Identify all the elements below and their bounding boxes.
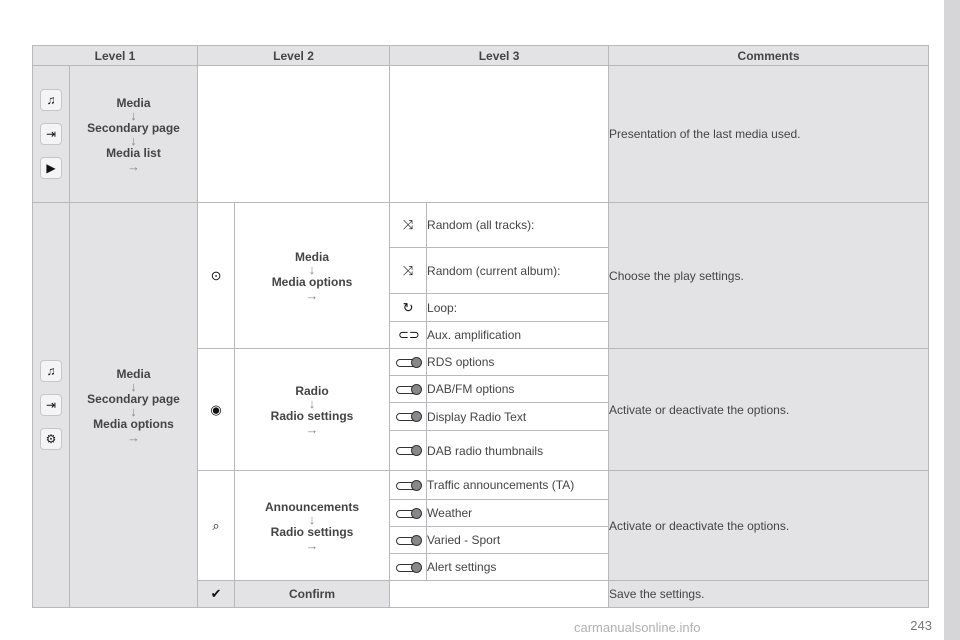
toggle-icon: [396, 564, 420, 572]
confirm-label: Confirm: [235, 581, 390, 608]
amplify-icon: ⊂⊃: [398, 327, 420, 342]
option-label: RDS options: [427, 349, 609, 376]
arrow-right-icon: →: [127, 429, 140, 445]
shuffle-icon: ⤨: [402, 262, 414, 278]
option-label: Varied - Sport: [427, 527, 609, 554]
option-label: DAB/FM options: [427, 376, 609, 403]
watermark: carmanualsonline.info: [574, 620, 701, 635]
music-note-icon: ♫: [40, 89, 62, 111]
comment: Save the settings.: [609, 581, 929, 608]
level2-flow: [235, 349, 390, 471]
option-icon: [390, 471, 427, 500]
flow-step: Media: [116, 366, 151, 381]
header-level2: Level 2: [198, 46, 390, 66]
comment: Activate or deactivate the options.: [609, 349, 929, 471]
flow-step: Media options: [271, 274, 353, 289]
toggle-icon: [396, 413, 420, 421]
flow-step: Secondary page: [87, 120, 180, 135]
header-comments: Comments: [609, 46, 929, 66]
flow-step: Media: [116, 95, 151, 110]
page-number: 243: [910, 618, 932, 633]
arrow-down-icon: ↓: [308, 395, 316, 411]
level3-empty: [390, 66, 609, 203]
flow-step: Radio settings: [270, 524, 354, 539]
option-icon: [390, 403, 427, 431]
flow-step: Media options: [93, 416, 174, 431]
play-circle-icon: ⊙: [210, 267, 222, 283]
arrow-down-icon: ↓: [308, 511, 316, 527]
side-strip: [944, 0, 960, 640]
option-icon: [390, 294, 427, 322]
option-icon: [390, 376, 427, 403]
option-icon: [390, 248, 427, 294]
exit-icon: ⇥: [40, 394, 62, 416]
option-icon: [390, 554, 427, 581]
level2-icon: [198, 349, 235, 471]
flow-step: Media list: [106, 145, 161, 160]
level1-icons: [33, 203, 70, 608]
arrow-down-icon: ↓: [130, 403, 137, 419]
option-label: Random (all tracks):: [427, 203, 609, 248]
level2-icon: [198, 471, 235, 581]
option-icon: [390, 349, 427, 376]
option-label: DAB radio thumbnails: [427, 431, 609, 471]
toggle-icon: [396, 537, 420, 545]
option-icon: [390, 527, 427, 554]
option-label: Aux. amplification: [427, 322, 609, 349]
arrow-down-icon: ↓: [130, 107, 137, 123]
comment: Activate or deactivate the options.: [609, 471, 929, 581]
option-label: Display Radio Text: [427, 403, 609, 431]
loop-icon: ↻: [402, 299, 414, 315]
header-level1: Level 1: [33, 46, 198, 66]
option-label: Traffic announcements (TA): [427, 471, 609, 500]
level1-icons: [33, 66, 70, 203]
settings-icon: ⚙: [40, 428, 62, 450]
flow-step: Announcements: [265, 499, 360, 514]
option-icon: [390, 322, 427, 349]
option-icon: [390, 203, 427, 248]
level1-flow: [70, 203, 198, 608]
option-label: Alert settings: [427, 554, 609, 581]
toggle-icon: [396, 510, 420, 518]
arrow-down-icon: ↓: [308, 261, 316, 277]
level2-icon: [198, 203, 235, 349]
toggle-icon: [396, 482, 420, 490]
arrow-right-icon: →: [305, 287, 319, 303]
option-icon: [390, 500, 427, 527]
confirm-icon-cell: [198, 581, 235, 608]
table-row: [33, 66, 929, 203]
arrow-down-icon: ↓: [130, 378, 137, 394]
flow-step: Radio: [295, 383, 329, 398]
announcement-icon: ⌕: [212, 517, 220, 533]
comment: Presentation of the last media used.: [609, 66, 929, 203]
header-row: [33, 46, 929, 66]
arrow-right-icon: →: [127, 158, 140, 174]
level1-flow: [70, 66, 198, 203]
music-note-icon: ♫: [40, 360, 62, 382]
option-label: Loop:: [427, 294, 609, 322]
arrow-right-icon: →: [305, 537, 319, 553]
settings-table: [32, 45, 929, 608]
play-list-icon: ▶: [40, 157, 62, 179]
arrow-down-icon: ↓: [130, 132, 137, 148]
table-row: [33, 203, 929, 248]
arrow-right-icon: →: [305, 421, 319, 437]
shuffle-icon: ⤨: [402, 217, 414, 232]
level2-flow: [235, 203, 390, 349]
level2-empty: [198, 66, 390, 203]
level2-flow: [235, 471, 390, 581]
toggle-icon: [396, 359, 420, 367]
option-label: Weather: [427, 500, 609, 527]
option-label: Random (current album):: [427, 248, 609, 294]
radio-icon: ◉: [210, 401, 222, 417]
option-icon: [390, 431, 427, 471]
flow-step: Secondary page: [87, 391, 180, 406]
comment: Choose the play settings.: [609, 203, 929, 349]
level3-empty: [390, 581, 609, 608]
header-level3: Level 3: [390, 46, 609, 66]
flow-step: Radio settings: [270, 408, 354, 423]
exit-icon: ⇥: [40, 123, 62, 145]
toggle-icon: [396, 447, 420, 455]
checkmark-icon: ✔: [210, 586, 222, 601]
toggle-icon: [396, 386, 420, 394]
flow-step: Media: [295, 249, 330, 264]
